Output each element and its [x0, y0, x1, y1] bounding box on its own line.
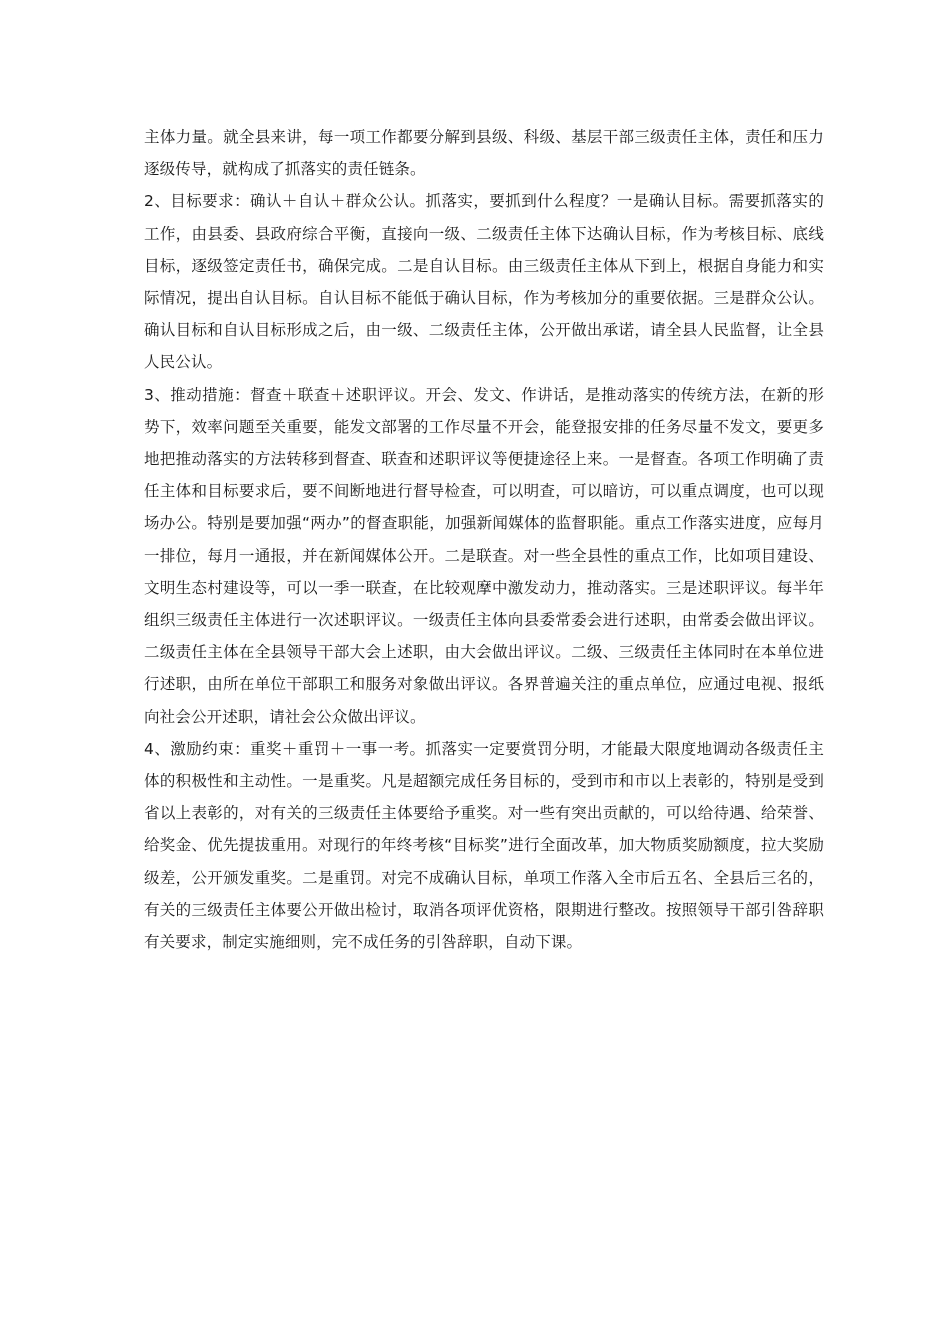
paragraph-promotion-measures: 3、推动措施：督查＋联查＋述职评议。开会、发文、作讲话，是推动落实的传统方法，在新的形势下，效率问题至关重要，能发文部署的工作尽量不开会，能登报安排的任务尽量不发文，要更多地把推动落实的方法转移到督查、联查和述职评议等便捷途径上来。一是督查。各项工作明确了责任主体和目标要求后，要不间断地进行督导检查，可以明查，可以暗访，可以重点调度，也可以现场办公。特别是要加强“两办”的督查职能，加强新闻媒体的监督职能。重点工作落实进度，应每月一排位，每月一通报，并在新闻媒体公开。二是联查。对一些全县性的重点工作，比如项目建设、文明生态村建设等，可以一季一联查，在比较观摩中激发动力，推动落实。三是述职评议。每半年组织三级责任主体进行一次述职评议。一级责任主体向县委常委会进行述职，由常委会做出评议。二级责任主体在全县领导干部大会上述职，由大会做出评议。二级、三级责任主体同时在本单位进行述职，由所在单位干部职工和服务对象做出评议。各界普遍关注的重点单位，应通过电视、报纸向社会公开述职，请社会公众做出评议。 — [144, 385, 824, 726]
paragraph-incentives-constraints: 4、激励约束：重奖＋重罚＋一事一考。抓落实一定要赏罚分明，才能最大限度地调动各级责任主体的积极性和主动性。一是重奖。凡是超额完成任务目标的，受到市和市以上表彰的，特别是受到省以上表彰的，对有关的三级责任主体要给予重奖。对一些有突出贡献的，可以给待遇、给荣誉、给奖金、优先提拔重用。对现行的年终考核“目标奖”进行全面改革，加大物质奖励额度，拉大奖励级差，公开颁发重奖。二是重罚。对完不成确认目标，单项工作落入全市后五名、全县后三名的，有关的三级责任主体要公开做出检讨，取消各项评优资格，限期进行整改。按照领导干部引咎辞职有关要求，制定实施细则，完不成任务的引咎辞职，自动下课。 — [144, 739, 824, 952]
paragraph-continuation: 主体力量。就全县来讲，每一项工作都要分解到县级、科级、基层干部三级责任主体，责任和压力逐级传导，就构成了抓落实的责任链条。 — [144, 128, 824, 179]
document-body — [144, 121, 824, 958]
paragraph-target-requirements: 2、目标要求：确认＋自认＋群众公认。抓落实，要抓到什么程度？一是确认目标。需要抓落实的工作，由县委、县政府综合平衡，直接向一级、二级责任主体下达确认目标，作为考核目标、底线目标，逐级签定责任书，确保完成。二是自认目标。由三级责任主体从下到上，根据自身能力和实际情况，提出自认目标。自认目标不能低于确认目标，作为考核加分的重要依据。三是群众公认。确认目标和自认目标形成之后，由一级、二级责任主体，公开做出承诺，请全县人民监督，让全县人民公认。 — [144, 192, 824, 372]
